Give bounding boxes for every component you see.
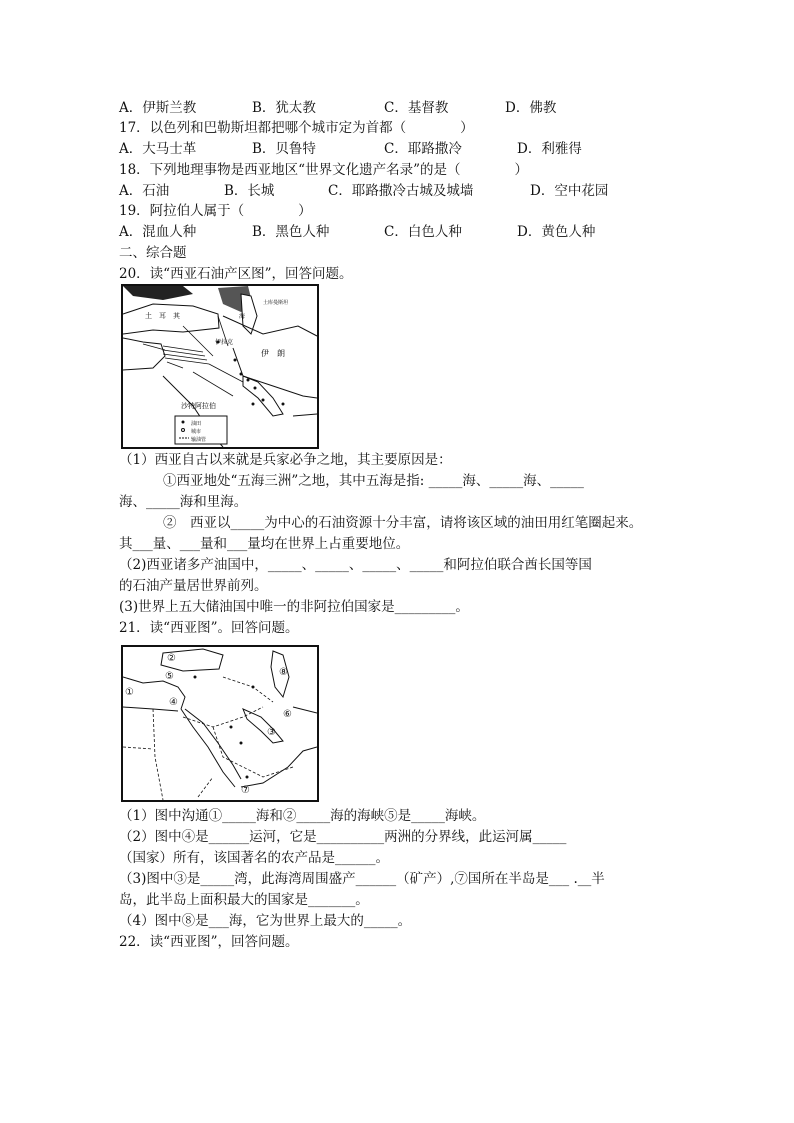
label-upper-right: 土库曼斯坦: [263, 300, 289, 306]
label-iraq: 伊拉克: [215, 339, 234, 346]
q17-stem: 17．以色列和巴勒斯坦都把哪个城市定为首都（ ）: [119, 120, 474, 136]
q17-option-d: D．利雅得: [517, 141, 582, 157]
q16-option-d: D．佛教: [505, 100, 557, 116]
oil-region-map: [121, 284, 319, 449]
q17-option-a: A．大马士革: [119, 141, 197, 157]
q21-part1: （1）图中沟通①_____海和②_____海的海峡⑤是_____海峡。: [119, 808, 486, 824]
label-saudi: 沙特阿拉伯: [181, 402, 216, 410]
q20-part1: （1）西亚自古以来就是兵家必争之地，其主要原因是：: [119, 452, 452, 468]
q16-option-a: A．伊斯兰教: [119, 100, 197, 116]
q19-option-a: A．混血人种: [119, 224, 197, 240]
label-caspian: 海: [239, 313, 246, 320]
q20-stem: 20．读“西亚石油产区图”，回答问题。: [119, 266, 353, 282]
map-number-6: ⑥: [283, 709, 292, 720]
section-heading: 二、综合题: [119, 245, 187, 261]
q21-part3-b: 岛，此半岛上面积最大的国家是_______。: [119, 892, 369, 908]
q19-option-b: B．黑色人种: [252, 224, 330, 240]
west-asia-map-drawing: [123, 647, 317, 800]
q18-stem: 18．下列地理事物是西亚地区“世界文化遗产名录”的是（ ）: [119, 162, 528, 178]
q20-part1-d: 其___量、___量和___量均在世界上占重要地位。: [119, 536, 410, 552]
q18-option-d: D．空中花园: [530, 183, 609, 199]
q21-stem: 21．读“西亚图”。回答问题。: [119, 620, 299, 636]
q16-option-b: B．犹太教: [252, 100, 316, 116]
q18-option-a: A．石油: [119, 183, 170, 199]
q19-stem: 19．阿拉伯人属于（ ）: [119, 203, 312, 219]
q21-part2-b: （国家）所有，该国著名的农产品是______。: [119, 850, 389, 866]
q18-option-c: C．耶路撒冷古城及城墙: [328, 183, 474, 199]
label-turkey: 土 耳 其: [145, 312, 180, 320]
q20-part1-b: 海、_____海和里海。: [119, 494, 248, 510]
map-number-5: ⑤: [165, 671, 174, 682]
oil-region-map-drawing: [123, 286, 317, 447]
legend-pipeline: 输油管: [191, 437, 207, 443]
q20-part2: （2)西亚诸多产油国中，_____、_____、_____、_____和阿拉伯联合酋长国等国: [119, 557, 592, 573]
q19-option-d: D．黄色人种: [517, 224, 596, 240]
q20-part2-b: 的石油产量居世界前列。: [119, 578, 268, 594]
west-asia-map: [121, 645, 319, 802]
map-number-2: ②: [167, 653, 176, 664]
q20-part1-c: ② 西亚以_____为中心的石油资源十分丰富，请将该区域的油田用红笔圈起来。: [163, 515, 643, 531]
q16-option-c: C．基督教: [384, 100, 449, 116]
legend-oilfield: 油田: [191, 421, 202, 427]
q19-option-c: C．白色人种: [384, 224, 462, 240]
q17-option-c: C．耶路撒冷: [384, 141, 462, 157]
q21-part2: （2）图中④是______运河，它是__________两洲的分界线，此运河属_____: [119, 829, 567, 845]
q20-part1-a: ①西亚地处“五海三洲”之地，其中五海是指: _____海、_____海、_____: [163, 473, 584, 489]
label-iran: 伊 朗: [261, 349, 285, 358]
q21-part4: （4）图中⑧是___海，它为世界上最大的_____。: [119, 913, 412, 929]
map-number-4: ④: [169, 697, 178, 708]
map-number-7: ⑦: [241, 785, 250, 796]
legend-city: 城市: [191, 429, 202, 435]
q22-stem: 22．读“西亚图”，回答问题。: [119, 934, 299, 950]
q20-part3: (3)世界上五大储油国中唯一的非阿拉伯国家是_________。: [119, 599, 469, 615]
map-number-1: ①: [125, 687, 134, 698]
map-number-8: ⑧: [279, 667, 288, 678]
q21-part3: （3)图中③是_____湾，此海湾周围盛产______（矿产）,⑦国所在半岛是___ .__半: [119, 871, 605, 887]
q18-option-b: B．长城: [224, 183, 275, 199]
q17-option-b: B．贝鲁特: [252, 141, 316, 157]
map-number-3: ③: [267, 727, 276, 738]
